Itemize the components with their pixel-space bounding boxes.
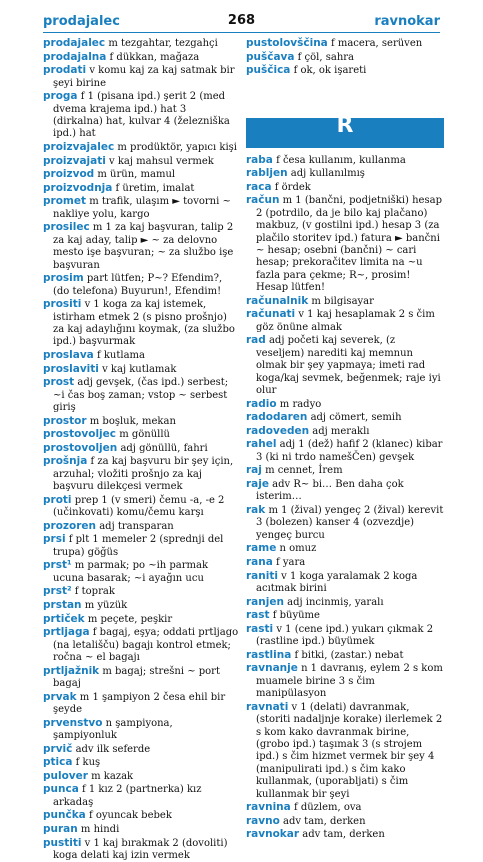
entry-definition: v 1 koga za kaj istemek, istirham etmek 2 (s pisno prošnjo) za kaj adaylığını koymak, (za službo ipd.) başvurmak [53, 299, 235, 348]
dictionary-entry [246, 295, 444, 308]
entry-headword: radio [246, 397, 277, 410]
dictionary-entry [246, 398, 444, 411]
entry-definition: adj cömert, semih [310, 412, 402, 424]
dictionary-entry [43, 626, 239, 664]
entry-definition: adj incinmiş, yaralı [287, 596, 384, 608]
entry-definition: m kazak [91, 770, 134, 782]
entry-headword: pustolovščina [246, 37, 328, 49]
dictionary-entry [246, 478, 444, 504]
entry-definition: f kuş [75, 757, 101, 769]
dictionary-entry [43, 823, 239, 836]
dictionary-entry [246, 167, 444, 180]
entry-definition: f 1 (pisana ipd.) şerit 2 (med dvema krajema ipd.) hat 3 (dirkalna) hat, kulvar 4 (železniška ipd.) hat [53, 91, 230, 140]
entry-definition: f dükkan, mağaza [109, 51, 200, 63]
right-column [246, 37, 444, 842]
entry-definition: adj 1 (dež) hafif 2 (klanec) kibar 3 (ki ni trdo namešČen) gevşek [256, 439, 443, 463]
dictionary-entry [246, 649, 444, 662]
entry-headword: rana [246, 556, 273, 568]
entry-headword: prošnja [43, 455, 88, 468]
entry-definition: f česa kullanım, kullanma [276, 154, 406, 166]
entry-definition: m prodüktör, yapıcı kişi [117, 142, 237, 153]
entry-definition: m 1 (bančni, podjetniški) hesap 2 (potrdilo, da je bilo kaj plačano) makbuz, (v gostilni ipd.) hesap 3 (za plačilo storitev ipd.) fatura ► bančni ~ hesap; osebni (bančni) ~ cari hesap; prekoračitev limita na ~u fazla para çekme; R~, prosim! Hesap lütfen! [256, 195, 442, 294]
dictionary-entry [43, 415, 239, 428]
entry-headword: raj [246, 464, 262, 477]
entry-headword: puran [43, 822, 78, 835]
entry-headword: prsi [43, 533, 66, 546]
entry-headword: prostovoljec [43, 428, 116, 441]
entry-definition: f çöl, sahra [297, 51, 355, 63]
entry-definition: v 1 (cene ipd.) yukarı çıkmak 2 (rastline ipd.) büyümek [256, 623, 434, 648]
entry-definition: f ördek [274, 181, 311, 193]
entry-headword: proti [43, 493, 72, 506]
page-header [0, 0, 483, 36]
entry-definition: m tezgahtar, tezgahçi [108, 38, 218, 49]
dictionary-entry [43, 743, 239, 756]
section-letter-box [246, 112, 444, 148]
entry-headword: proizvod [43, 168, 95, 181]
page-number: 268 [227, 13, 256, 28]
dictionary-entry [43, 599, 239, 612]
entry-headword: prosilec [43, 221, 90, 234]
dictionary-entry [246, 662, 444, 700]
entry-definition: f düzlem, ova [293, 802, 362, 814]
dictionary-entry [246, 801, 444, 814]
dictionary-entry [43, 182, 239, 195]
entry-headword: prost [43, 376, 75, 389]
entry-definition: n omuz [279, 543, 317, 555]
entry-definition: adj transparan [99, 520, 174, 532]
entry-definition: f büyüme [272, 610, 320, 622]
dictionary-entry [43, 455, 239, 493]
entry-definition: m cennet, İrem [265, 465, 343, 477]
entry-headword: prtljažnik [43, 664, 100, 677]
dictionary-entry [246, 154, 444, 167]
entry-definition: adj meraklı [312, 425, 370, 437]
entry-definition: n 1 davranış, eylem 2 s kom muamele birine 3 s čim manipülasyon [256, 663, 443, 700]
dictionary-entry [246, 308, 444, 334]
dictionary-entry [246, 464, 444, 477]
dictionary-entry [43, 585, 239, 598]
dictionary-entry [246, 37, 444, 50]
entry-definition: m yüzük [84, 599, 128, 611]
entry-definition: v 1 koga yaralamak 2 koga acıtmak birini [256, 570, 418, 594]
entry-headword: prodajalna [43, 50, 107, 63]
dictionary-entry [246, 334, 444, 397]
entry-definition: adv R~ bi… Ben daha çok isterim… [256, 479, 404, 503]
entry-definition: adj gönüllü, fahri [120, 442, 208, 454]
dictionary-entry [43, 665, 239, 691]
dictionary-entry [43, 195, 239, 221]
entry-headword: prst² [43, 585, 72, 598]
entry-definition: f macera, serüven [330, 38, 423, 49]
entry-definition: m hindi [80, 823, 120, 835]
entry-definition: adv tam, derken [302, 829, 385, 841]
entry-definition: f 1 kız 2 (partnerka) kız arkadaş [53, 784, 202, 808]
dictionary-entry [43, 168, 239, 181]
entry-headword: ravnati [246, 700, 289, 713]
entry-headword: prtiček [43, 612, 85, 625]
entry-headword: prositi [43, 298, 82, 311]
dictionary-entry [246, 596, 444, 609]
dictionary-entry [43, 428, 239, 441]
entry-headword: prtljaga [43, 626, 90, 639]
entry-headword: punčka [43, 809, 86, 822]
dictionary-entry [246, 438, 444, 464]
dictionary-entry [43, 717, 239, 743]
dictionary-entry [43, 770, 239, 783]
entry-definition: v komu kaj za kaj satmak bir şeyi birine [53, 65, 235, 89]
dictionary-entry [246, 556, 444, 569]
entry-headword: prstan [43, 598, 82, 611]
entry-definition: f za kaj başvuru bir şey için, arzuhal; vložiti prošnjo za kaj başvuru dilekçesi vermek [53, 456, 234, 493]
dictionary-entry [43, 613, 239, 626]
dictionary-entry [246, 64, 444, 77]
dictionary-entry [43, 691, 239, 717]
entry-headword: radoveden [246, 424, 310, 437]
entry-definition: m trafik, ulaşım ► tovorni ~ nakliye yolu, kargo [53, 196, 231, 220]
entry-headword: puščava [246, 50, 295, 63]
dictionary-entry [43, 559, 239, 585]
dictionary-entry [246, 609, 444, 622]
dictionary-entry [43, 783, 239, 809]
entry-definition: part lütfen; P~? Efendim?, (do telefona) Buyurun!, Efendim! [53, 273, 223, 297]
entry-definition: m 1 (žival) yengeç 2 (žival) kerevit 3 (bolezen) kanser 4 (ozvezdje) yengeç burcu [256, 505, 444, 541]
entry-definition: m parmak; po ~ih parmak ucuna basarak; ~i ayağın ucu [53, 560, 209, 584]
dictionary-entry [43, 363, 239, 376]
dictionary-entry [43, 376, 239, 414]
entry-headword: proslava [43, 349, 94, 361]
entry-definition: f oyuncak bebek [88, 810, 172, 822]
header-first-word: prodajalec [43, 14, 120, 29]
entry-headword: računalnik [246, 294, 309, 307]
entry-headword: rad [246, 334, 266, 347]
dictionary-entry [43, 533, 239, 559]
entry-definition: m peçete, peşkir [87, 613, 173, 625]
dictionary-entry [43, 37, 239, 50]
entry-headword: ravno [246, 814, 280, 827]
dictionary-entry [43, 90, 239, 141]
entry-headword: pulover [43, 769, 88, 782]
entry-headword: prostovoljen [43, 441, 118, 454]
entry-headword: prst¹ [43, 559, 72, 572]
dictionary-entry [246, 701, 444, 801]
dictionary-entry [43, 272, 239, 298]
dictionary-entry [43, 51, 239, 64]
entry-definition: adv tam, derken [282, 815, 366, 827]
entry-definition: v kaj mahsul vermek [109, 155, 214, 167]
entry-headword: proga [43, 90, 78, 103]
entry-definition: m bagaj; strešni ~ port bagaj [53, 665, 220, 689]
entry-headword: radodaren [246, 411, 308, 424]
dictionary-entry [43, 64, 239, 90]
dictionary-entry [43, 349, 239, 362]
entry-headword: prvič [43, 742, 73, 755]
entry-definition: v kaj kutlamak [102, 363, 177, 375]
entry-definition: m ürün, mamul [97, 169, 176, 181]
entry-headword: prvak [43, 690, 77, 703]
dictionary-entry [246, 828, 444, 841]
entry-headword: promet [43, 195, 86, 208]
dictionary-entry [43, 520, 239, 533]
entry-headword: proizvodnja [43, 181, 113, 194]
dictionary-entry [246, 504, 444, 542]
entry-headword: prodajalec [43, 37, 106, 49]
entry-definition: f plt 1 memeler 2 (sprednji del trupa) göğüs [53, 534, 224, 558]
entry-definition: n şampiyona, şampiyonluk [53, 717, 173, 741]
entry-headword: punca [43, 783, 79, 796]
entry-headword: rast [246, 609, 270, 622]
dictionary-entry [43, 141, 239, 154]
entry-headword: ranjen [246, 595, 284, 608]
dictionary-entry [246, 411, 444, 424]
dictionary-entry [246, 570, 444, 596]
entry-definition: m radyo [279, 398, 322, 410]
entry-definition: prep 1 (v smeri) čemu -a, -e 2 (učinkovati) komu/čemu karşı [53, 494, 225, 519]
dictionary-entry [43, 809, 239, 822]
entry-headword: rak [246, 504, 266, 516]
entry-definition: f kutlama [96, 350, 145, 361]
entry-definition: adv ilk seferde [75, 743, 151, 755]
entry-headword: rame [246, 542, 277, 555]
header-rule [43, 32, 440, 33]
entry-definition: m 1 za kaj başvuran, talip 2 za kaj aday, talip ► ~ za delovno mesto işe başvuran; ~ za službo işe başvuran [53, 222, 234, 271]
entry-headword: ravnina [246, 801, 291, 814]
entry-headword: raniti [246, 569, 278, 582]
entry-definition: m bilgisayar [311, 295, 374, 307]
entry-headword: raca [246, 180, 272, 193]
entry-headword: puščica [246, 64, 291, 77]
entry-definition: m boşluk, mekan [89, 415, 176, 427]
entry-headword: rabljen [246, 167, 288, 180]
dictionary-entry [246, 425, 444, 438]
entry-headword: proslaviti [43, 362, 99, 375]
entry-definition: f yara [276, 557, 306, 568]
dictionary-entry [246, 51, 444, 64]
entry-definition: v 1 (delati) davranmak, (storiti nadaljnje korake) ilerlemek 2 s kom kako davranmak birine, (grobo ipd.) taşımak 3 (s strojem ipd.) s čim hizmet vermek bir şey 4 (manipulirati ipd.) s čim kako kullanmak, (uporabljati) s čim kullanmak bir şeyi [256, 701, 443, 800]
entry-headword: raba [246, 153, 273, 166]
entry-definition: adj kullanılmış [290, 168, 365, 180]
dictionary-entry [43, 837, 239, 862]
dictionary-entry [43, 494, 239, 520]
entry-headword: prozoren [43, 519, 97, 532]
entry-headword: račun [246, 194, 280, 207]
entry-headword: prvenstvo [43, 716, 103, 729]
entry-headword: ravnanje [246, 662, 298, 675]
entry-definition: m gönüllü [119, 429, 170, 441]
dictionary-entry [246, 815, 444, 828]
entry-headword: pustiti [43, 836, 82, 849]
dictionary-entry [43, 756, 239, 769]
entry-headword: prodati [43, 64, 87, 77]
entry-definition: v 1 kaj hesaplamak 2 s čim göz önüne almak [256, 309, 435, 333]
entry-headword: rahel [246, 438, 277, 451]
entry-definition: adj početi kaj severek, (z veseljem) narediti kaj memnun olmak bir şey yapmaya; imeti rad koga/kaj sevmek, beğenmek; raje iyi olur [256, 335, 441, 397]
entry-headword: rasti [246, 622, 274, 635]
dictionary-entry [43, 442, 239, 455]
entry-headword: ptica [43, 756, 73, 769]
dictionary-entry [246, 542, 444, 555]
entry-definition: v 1 kaj bırakmak 2 (dovoliti) koga delati kaj izin vermek [53, 837, 228, 861]
dictionary-entry [43, 155, 239, 168]
dictionary-entry [246, 623, 444, 649]
dictionary-entry [246, 181, 444, 194]
entry-definition: f bitki, (zastar.) nebat [294, 649, 404, 661]
entry-headword: prosim [43, 272, 84, 285]
section-letter: R [336, 112, 354, 138]
entry-definition: adj gevşek, (čas ipd.) serbest; ~i čas boş zaman; vstop ~ serbest giriş [53, 377, 229, 413]
header-last-word: ravnokar [374, 14, 440, 29]
entry-headword: računati [246, 308, 296, 321]
left-column [43, 37, 239, 862]
entry-definition: f toprak [74, 586, 115, 598]
entry-definition: f ok, ok işareti [293, 65, 367, 77]
entry-headword: proizvajalec [43, 141, 115, 153]
entry-headword: rastlina [246, 648, 292, 661]
entry-definition: f üretim, imalat [115, 182, 195, 194]
entry-headword: prostor [43, 414, 87, 427]
entry-headword: raje [246, 478, 269, 490]
entry-headword: proizvajati [43, 154, 106, 167]
dictionary-entry [246, 194, 444, 294]
entry-definition: m 1 şampiyon 2 česa ehil bir şeyde [53, 691, 226, 715]
dictionary-entry [43, 298, 239, 349]
dictionary-entry [43, 221, 239, 272]
entry-headword: ravnokar [246, 828, 300, 841]
entry-definition: f bagaj, eşya; oddati prtljago (na letališču) bagajı kontrol etmek; ročna ~ el bagajı [53, 627, 239, 663]
